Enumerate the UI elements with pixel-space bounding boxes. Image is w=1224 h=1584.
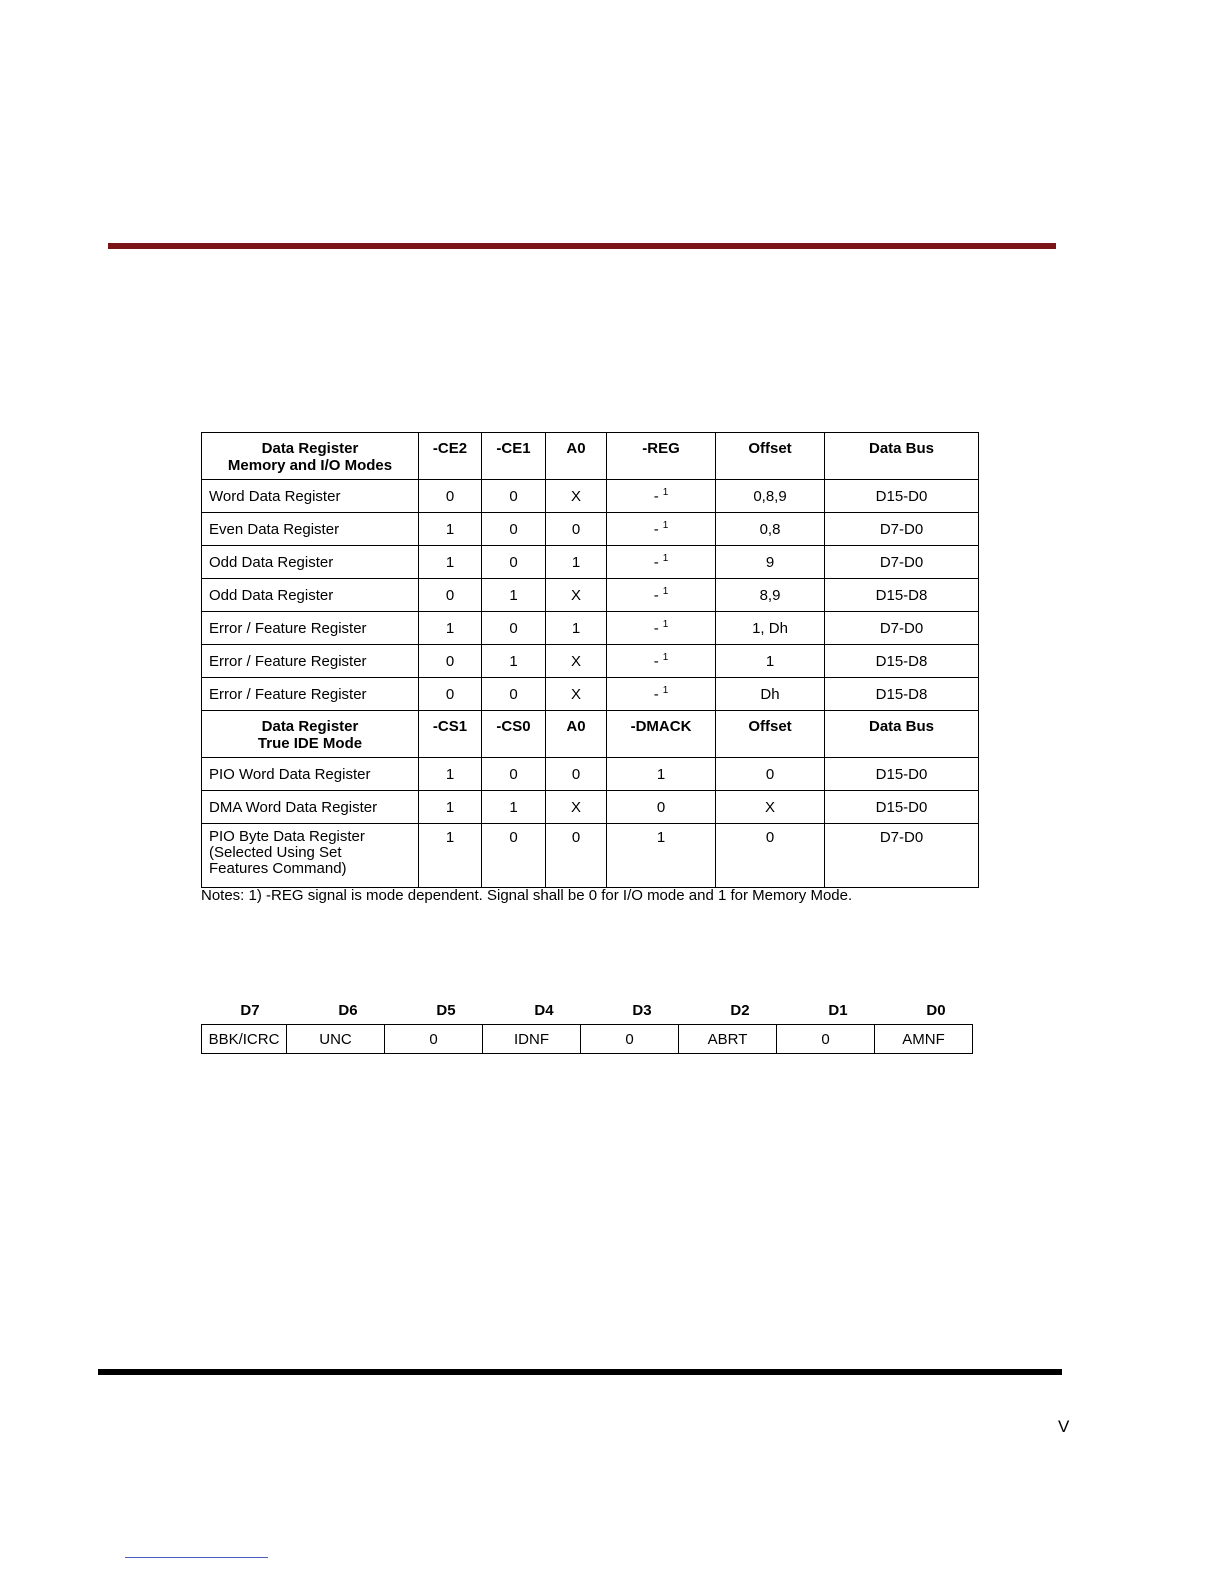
table-cell: - $^1$ — [607, 612, 716, 645]
table-cell: 0,8,9 — [716, 480, 825, 513]
register-name: Word Data Register — [202, 480, 419, 513]
column-header: -REG — [607, 433, 716, 480]
table-note: Notes: 1) -REG signal is mode dependent. Signal shall be 0 for I/O mode and 1 for Memory Mode. — [201, 887, 853, 904]
register-name: Error / Feature Register — [202, 612, 419, 645]
bit-value: 0 — [581, 1025, 679, 1054]
table-cell: 0 — [419, 579, 482, 612]
table-row — [202, 579, 979, 612]
table-cell: D15-D0 — [825, 480, 979, 513]
footnote-marker: 1 — [662, 487, 669, 498]
column-header: -CE2 — [419, 433, 482, 480]
register-name: Even Data Register — [202, 513, 419, 546]
table-cell: 1 — [482, 579, 546, 612]
table-row — [202, 824, 979, 888]
table-cell: 1 — [546, 612, 607, 645]
table-cell: 0 — [419, 480, 482, 513]
bit-value: AMNF — [875, 1025, 973, 1054]
table-cell: D15-D0 — [825, 758, 979, 791]
table-cell: 1 — [419, 824, 482, 888]
table-cell: - $^1$ — [607, 579, 716, 612]
table-cell: 1 — [419, 612, 482, 645]
table-row — [202, 791, 979, 824]
footnote-marker: 1 — [662, 685, 669, 696]
bit-value: BBK/ICRC — [202, 1025, 287, 1054]
column-header: Data Register Memory and I/O Modes — [202, 433, 419, 480]
column-header: A0 — [546, 433, 607, 480]
register-name: PIO Byte Data Register (Selected Using Set Features Command) — [202, 824, 419, 888]
table-cell: 0 — [546, 758, 607, 791]
table-cell: D15-D8 — [825, 579, 979, 612]
column-header: Offset — [716, 711, 825, 758]
table-header-row — [202, 433, 979, 480]
table-cell: D7-D0 — [825, 546, 979, 579]
table-cell: 1 — [419, 546, 482, 579]
link-underline[interactable] — [125, 1557, 268, 1558]
table-cell: - $^1$ — [607, 513, 716, 546]
footnote-marker: 1 — [662, 619, 669, 630]
table-cell: D15-D0 — [825, 791, 979, 824]
table-cell: 8,9 — [716, 579, 825, 612]
bit-value: IDNF — [483, 1025, 581, 1054]
table-cell: 1 — [716, 645, 825, 678]
table-cell: 1 — [419, 758, 482, 791]
table-row — [202, 480, 979, 513]
table-cell: 0 — [482, 612, 546, 645]
table-cell: X — [546, 678, 607, 711]
table-cell: - $^1$ — [607, 645, 716, 678]
bit-header: D7 — [240, 1002, 260, 1019]
table-cell: 0,8 — [716, 513, 825, 546]
table-cell: 0 — [419, 678, 482, 711]
register-name: DMA Word Data Register — [202, 791, 419, 824]
table-cell: D15-D8 — [825, 678, 979, 711]
bit-value: ABRT — [679, 1025, 777, 1054]
table-row — [202, 513, 979, 546]
bit-header: D0 — [926, 1002, 946, 1019]
table-cell: 0 — [716, 758, 825, 791]
table-cell: 1 — [546, 546, 607, 579]
column-header: Data Bus — [825, 711, 979, 758]
table-cell: 0 — [482, 824, 546, 888]
column-header: -CS0 — [482, 711, 546, 758]
table-cell: D15-D8 — [825, 645, 979, 678]
bit-header: D5 — [436, 1002, 456, 1019]
column-header: Offset — [716, 433, 825, 480]
table-cell: X — [546, 791, 607, 824]
table-cell: 0 — [607, 791, 716, 824]
table-cell: 9 — [716, 546, 825, 579]
table-cell: 0 — [482, 758, 546, 791]
page-marker: V — [1058, 1417, 1070, 1436]
column-header: Data Register True IDE Mode — [202, 711, 419, 758]
column-header: -DMACK — [607, 711, 716, 758]
bit-header: D3 — [632, 1002, 652, 1019]
bit-header: D1 — [828, 1002, 848, 1019]
register-name: Error / Feature Register — [202, 645, 419, 678]
table-cell: 0 — [546, 513, 607, 546]
table-cell: X — [546, 579, 607, 612]
table-cell: 0 — [716, 824, 825, 888]
table-cell: D7-D0 — [825, 824, 979, 888]
bottom-rule — [98, 1369, 1062, 1375]
register-name: PIO Word Data Register — [202, 758, 419, 791]
register-name: Odd Data Register — [202, 579, 419, 612]
table-cell: Dh — [716, 678, 825, 711]
bit-header: D6 — [338, 1002, 358, 1019]
column-header: -CE1 — [482, 433, 546, 480]
table-cell: 1 — [607, 824, 716, 888]
table-cell: 0 — [482, 546, 546, 579]
bit-header: D2 — [730, 1002, 750, 1019]
table-cell: 0 — [546, 824, 607, 888]
register-name: Error / Feature Register — [202, 678, 419, 711]
footnote-marker: 1 — [662, 652, 669, 663]
table-cell: 0 — [482, 678, 546, 711]
table-cell: - $^1$ — [607, 480, 716, 513]
footnote-marker: 1 — [662, 586, 669, 597]
table-header-row — [202, 711, 979, 758]
table-row — [202, 645, 979, 678]
column-header: A0 — [546, 711, 607, 758]
top-rule — [108, 243, 1056, 249]
column-header: -CS1 — [419, 711, 482, 758]
table-cell: X — [716, 791, 825, 824]
table-cell: 1 — [419, 791, 482, 824]
table-cell: 0 — [482, 480, 546, 513]
table-cell: 0 — [482, 513, 546, 546]
bit-header: D4 — [534, 1002, 554, 1019]
table-cell: X — [546, 645, 607, 678]
bit-value: 0 — [777, 1025, 875, 1054]
table-cell: D7-D0 — [825, 513, 979, 546]
table-cell: 1, Dh — [716, 612, 825, 645]
table-cell: 0 — [419, 645, 482, 678]
table-row — [202, 678, 979, 711]
data-register-table — [201, 432, 979, 888]
table-cell: - $^1$ — [607, 546, 716, 579]
table-cell: - $^1$ — [607, 678, 716, 711]
register-name: Odd Data Register — [202, 546, 419, 579]
footnote-marker: 1 — [662, 520, 669, 531]
table-row — [202, 612, 979, 645]
table-row — [202, 546, 979, 579]
table-cell: 1 — [607, 758, 716, 791]
bit-values-row — [202, 1025, 973, 1054]
bit-value: 0 — [385, 1025, 483, 1054]
table-cell: 1 — [419, 513, 482, 546]
column-header: Data Bus — [825, 433, 979, 480]
footnote-marker: 1 — [662, 553, 669, 564]
table-cell: 1 — [482, 645, 546, 678]
bit-header-row — [201, 1002, 985, 1019]
table-cell: 1 — [482, 791, 546, 824]
table-cell: X — [546, 480, 607, 513]
error-register-bits-table — [201, 1024, 973, 1054]
table-row — [202, 758, 979, 791]
bit-value: UNC — [287, 1025, 385, 1054]
table-cell: D7-D0 — [825, 612, 979, 645]
